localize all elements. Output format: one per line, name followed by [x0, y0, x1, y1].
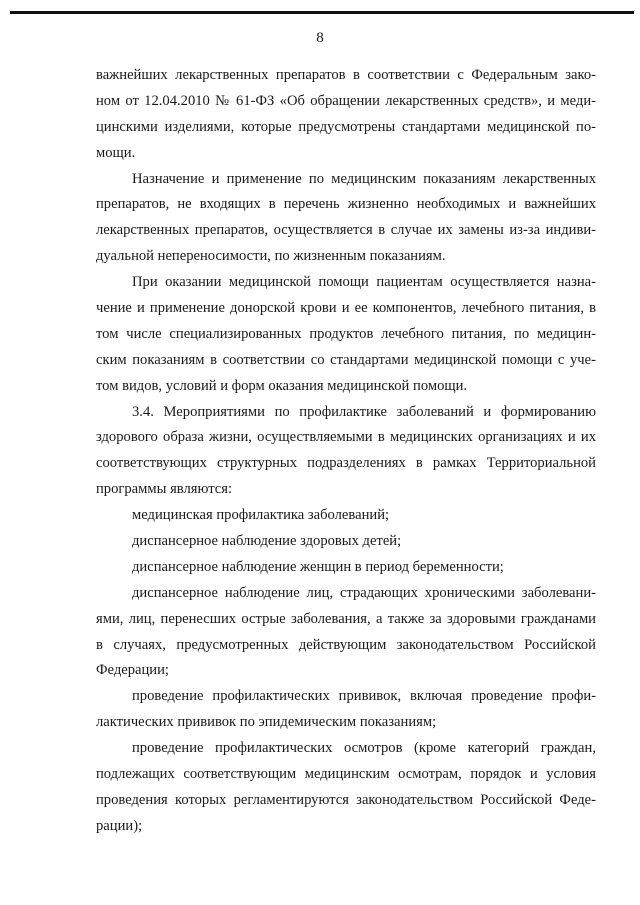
- list-item: [96, 555, 596, 581]
- document-body: [96, 63, 596, 840]
- text-line: дуальной непереносимости, по жизненным показаниям.: [96, 248, 446, 265]
- text-line: том видов, условий и форм оказания медицинской помощи.: [96, 377, 468, 394]
- text-line: мощи.: [96, 144, 136, 161]
- paragraph: [96, 167, 596, 271]
- text-line: проведение профилактических осмотров (кроме категорий граждан,: [132, 740, 596, 757]
- text-line: 3.4. Мероприятиями по профилактике заболеваний и формированию: [132, 403, 596, 420]
- text-line: том числе специализированных продуктов лечебного питания, по медицин-: [96, 325, 596, 342]
- text-line: здорового образа жизни, осуществляемыми в медицинских организациях и их: [96, 429, 596, 446]
- text-line: ским показаниям в соответствии со стандартами медицинской помощи с уче-: [96, 351, 596, 368]
- text-line: ями, лиц, перенесших острые заболевания, а также за здоровыми гражданами: [96, 610, 596, 627]
- text-line: подлежащих соответствующим медицинским осмотрам, порядок и условия: [96, 766, 596, 783]
- text-line: программы являются:: [96, 481, 233, 498]
- paragraph: [96, 63, 596, 167]
- paragraph: [96, 400, 596, 504]
- page-number: 8: [316, 30, 324, 46]
- text-line: препаратов, не входящих в перечень жизненно необходимых и важнейших: [96, 196, 596, 213]
- text-line: лекарственных препаратов, осуществляется в случае их замены из-за индиви-: [96, 222, 596, 239]
- text-line: Федерации;: [96, 662, 169, 679]
- list-item: [96, 529, 596, 555]
- text-line: лактических прививок по эпидемическим показаниям;: [96, 714, 437, 731]
- text-line: проведение профилактических прививок, включая проведение профи-: [132, 688, 596, 705]
- text-line: Назначение и применение по медицинским показаниям лекарственных: [132, 170, 596, 187]
- text-line: При оказании медицинской помощи пациентам осуществляется назна-: [132, 274, 596, 291]
- text-line: цинскими изделиями, которые предусмотрены стандартами медицинской по-: [96, 118, 596, 135]
- paragraph: [96, 270, 596, 399]
- text-line: рации);: [96, 817, 143, 834]
- list-item: [96, 503, 596, 529]
- text-line: соответствующих структурных подразделениях в рамках Территориальной: [96, 455, 596, 472]
- list-item: [96, 684, 596, 736]
- text-line: проведения которых регламентируются законодательством Российской Феде-: [96, 791, 596, 808]
- text-line: чение и применение донорской крови и ее компонентов, лечебного питания, в: [96, 300, 596, 317]
- text-line: ном от 12.04.2010 № 61-ФЗ «Об обращении лекарственных средств», и меди-: [96, 92, 596, 109]
- top-rule: [10, 11, 634, 14]
- text-line: диспансерное наблюдение лиц, страдающих хроническими заболевани-: [132, 584, 596, 601]
- text-line: в случаях, предусмотренных действующим законодательством Российской: [96, 636, 596, 653]
- text-line: медицинская профилактика заболеваний;: [132, 507, 390, 524]
- text-line: диспансерное наблюдение здоровых детей;: [132, 533, 402, 550]
- list-item: [96, 581, 596, 685]
- list-item: [96, 736, 596, 840]
- text-line: диспансерное наблюдение женщин в период беременности;: [132, 558, 504, 575]
- text-line: важнейших лекарственных препаратов в соответствии с Федеральным зако-: [96, 67, 596, 83]
